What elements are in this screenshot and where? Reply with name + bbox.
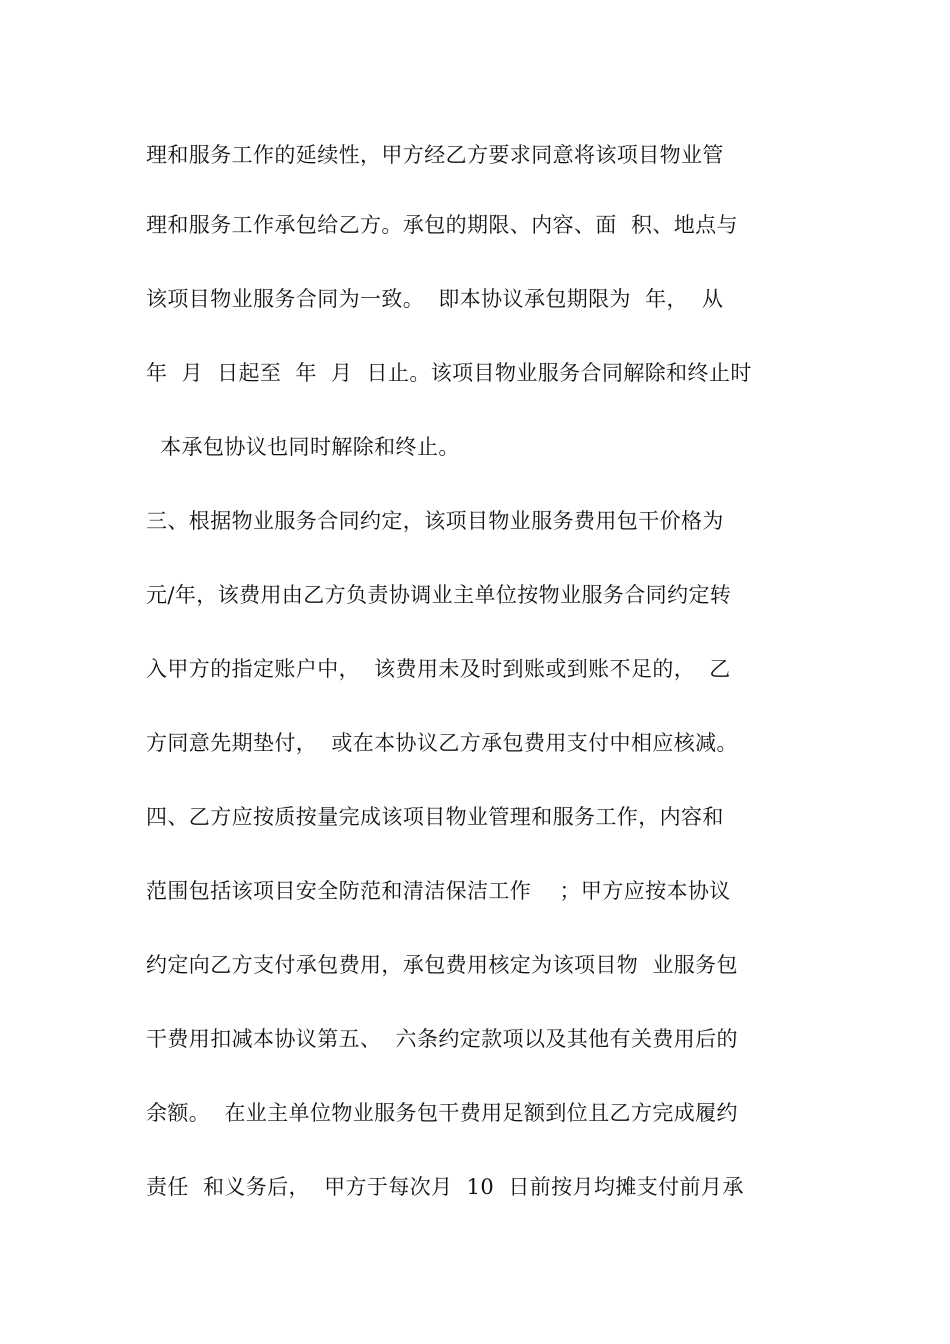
text-line-12: 约定向乙方支付承包费用，承包费用核定为该项目物 业服务包 <box>146 953 738 977</box>
text-line-7: 元/年，该费用由乙方负责协调业主单位按物业服务合同约定转 <box>146 583 732 607</box>
text-line-14: 余额。 在业主单位物业服务包干费用足额到位且乙方完成履约 <box>146 1101 738 1125</box>
text-line-3: 该项目物业服务合同为一致。 即本协议承包期限为 年， 从 <box>146 287 724 311</box>
text-line-4: 年 月 日起至 年 月 日止。该项目物业服务合同解除和终止时 <box>146 361 752 385</box>
text-line-9: 方同意先期垫付， 或在本协议乙方承包费用支付中相应核减。 <box>146 731 738 755</box>
text-line-6: 三、根据物业服务合同约定，该项目物业服务费用包干价格为 <box>146 509 724 533</box>
text-line-8: 入甲方的指定账户中， 该费用未及时到账或到账不足的， 乙 <box>146 657 731 681</box>
text-line-2: 理和服务工作承包给乙方。承包的期限、内容、面 积、地点与 <box>146 213 738 237</box>
text-line-13: 干费用扣减本协议第五、 六条约定款项以及其他有关费用后的 <box>146 1027 738 1051</box>
text-line-10: 四、乙方应按质按量完成该项目物业管理和服务工作，内容和 <box>146 805 724 829</box>
text-line-1: 理和服务工作的延续性，甲方经乙方要求同意将该项目物业管 <box>146 143 724 167</box>
text-line-5: 本承包协议也同时解除和终止。 <box>146 435 460 459</box>
text-line-11: 范围包括该项目安全防范和清洁保洁工作 ；甲方应按本协议 <box>146 879 731 903</box>
text-line-15: 责任 和义务后， 甲方于每次月 10 日前按月均摊支付前月承 <box>146 1175 744 1199</box>
